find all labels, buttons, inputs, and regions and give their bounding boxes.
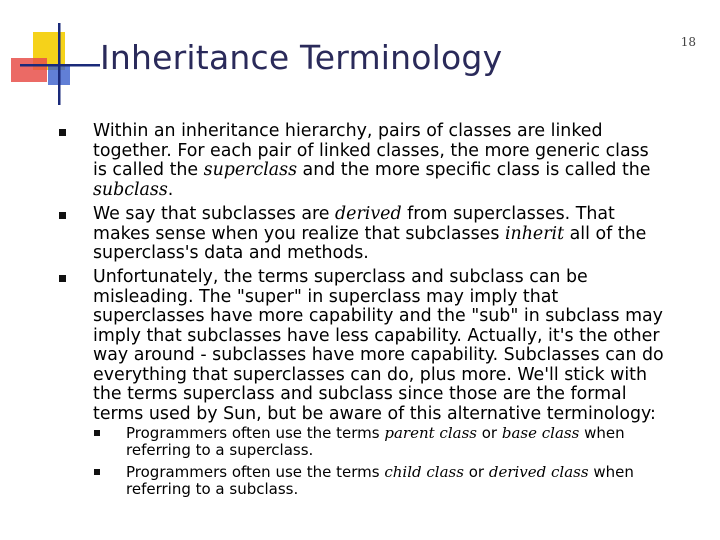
bullet-line (93, 385, 664, 405)
text-run: everything that superclasses can do, plus more. We'll stick with (93, 364, 647, 385)
slide-title: Inheritance Terminology (100, 38, 503, 77)
sub-bullet-item (126, 464, 634, 497)
text-run: the terms superclass and subclass since those are the formal (93, 384, 627, 404)
bullet-item (93, 205, 646, 264)
text-run: or (463, 463, 489, 481)
text-run: referring to a subclass. (126, 479, 299, 498)
text-run: misleading. The "super" in superclass may imply that (93, 286, 559, 307)
square-sub-bullet-icon (94, 469, 100, 475)
text-run: Programmers often use the terms (126, 424, 385, 442)
square-bullet-icon (59, 275, 66, 282)
text-run: imply that subclasses have less capability. Actually, it's the other (93, 325, 660, 346)
text-run: or (476, 424, 502, 442)
text-run: all of the (564, 223, 647, 244)
italic-term: base class (501, 424, 580, 442)
slide-logo-graphic (0, 0, 100, 110)
text-run: way around - subclasses have more capability. Subclasses can do (93, 345, 664, 365)
bullet-line (93, 225, 646, 245)
text-run: is called the (93, 160, 204, 180)
bullet-line (93, 405, 664, 425)
page-number: 18 (680, 35, 696, 49)
bullet-line (93, 122, 651, 142)
text-run: when (579, 424, 625, 442)
text-run: superclasses have more capability and the "sub" in subclass may (93, 306, 663, 326)
bullet-line (93, 142, 651, 162)
text-run: when (588, 463, 634, 481)
sub-bullet-line (126, 481, 634, 498)
logo-red-square (11, 58, 47, 82)
sub-bullet-line (126, 442, 625, 459)
text-run: and the more specific class is called the (297, 160, 651, 180)
text-run: Within an inheritance hierarchy, pairs of classes are linked (93, 121, 603, 141)
sub-bullet-line (126, 464, 634, 481)
italic-term: subclass (93, 179, 168, 200)
italic-term: derived (335, 204, 402, 224)
bullet-line (93, 366, 664, 386)
text-run: together. For each pair of linked classes, the more generic class (93, 140, 649, 161)
square-sub-bullet-icon (94, 430, 100, 436)
italic-term: parent class (384, 424, 477, 442)
bullet-line (93, 244, 646, 264)
text-run: Programmers often use the terms (126, 463, 385, 481)
bullet-item (93, 122, 651, 200)
text-run: superclass's data and methods. (93, 243, 369, 263)
bullet-line (93, 181, 651, 201)
text-run: Unfortunately, the terms superclass and subclass can be (93, 267, 588, 287)
text-run: from superclasses. That (401, 204, 615, 224)
italic-term: child class (384, 463, 464, 481)
bullet-line (93, 346, 664, 366)
italic-term: inherit (504, 223, 565, 244)
bullet-line (93, 307, 664, 327)
square-bullet-icon (59, 129, 66, 136)
bullet-line (93, 205, 646, 225)
bullet-line (93, 161, 651, 181)
bullet-line (93, 288, 664, 308)
square-bullet-icon (59, 212, 66, 219)
sub-bullet-item (126, 425, 625, 458)
text-run: We say that subclasses are (93, 204, 336, 224)
text-run: makes sense when you realize that subclasses (93, 223, 505, 244)
text-run: referring to a superclass. (126, 440, 314, 459)
bullet-line (93, 268, 664, 288)
text-run: . (167, 179, 174, 200)
italic-term: derived class (488, 463, 589, 481)
bullet-line (93, 327, 664, 347)
bullet-item (93, 268, 664, 424)
text-run: terms used by Sun, but be aware of this alternative terminology: (93, 403, 656, 424)
logo-horizontal-line (20, 64, 100, 67)
italic-term: superclass (203, 160, 298, 180)
sub-bullet-line (126, 425, 625, 442)
